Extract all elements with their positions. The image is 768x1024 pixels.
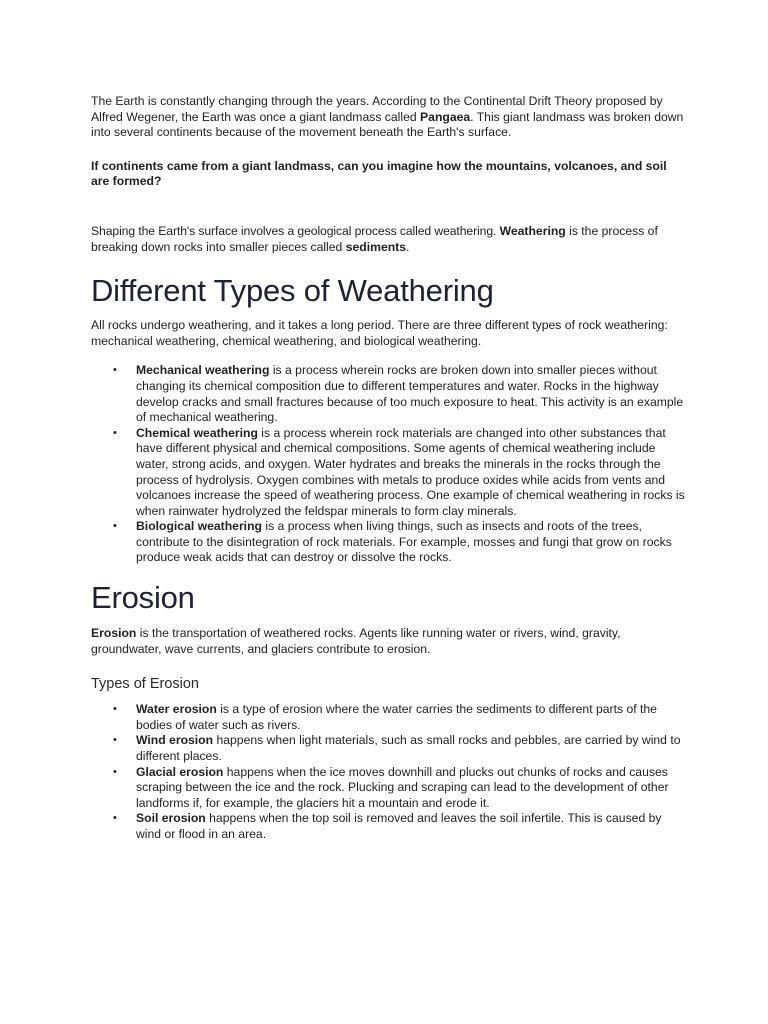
list-item [91,811,686,842]
bullet-icon: • [113,520,117,533]
bullet-icon: • [113,364,117,377]
bullet-icon: • [113,765,117,778]
article-body [91,94,686,843]
weathering-intro-paragraph: All rocks undergo weathering, and it takes a long period. There are three different types of rock weathering: mechanical weathering, chemical weathering, and biological weathering. [91,318,668,348]
list-item-term: Mechanical weathering [136,363,270,378]
bullet-icon: • [113,426,117,439]
weathering-heading: Different Types of Weathering [91,273,494,309]
list-item-text: happens when the ice moves downhill and plucks out chunks of rocks and causes scraping between the ice and the rock. Plucking and scraping can lead to the development of other landforms if, for example, the glaciers hit a mountain and erode it. [136,764,669,810]
erosion-heading: Erosion [91,580,195,616]
shaping-paragraph [91,224,686,255]
weathering-term: Weathering [499,223,566,238]
list-item-text: is a process wherein rock materials are changed into other substances that have different physical and chemical compositions. Some agents of chemical weathering include water, strong acids, and oxygen. Water hydrates and breaks the minerals in the rocks through the process of hydrolysis. Oxygen combines with metals to produce oxides while acids from vents and volcanoes increase the speed of weathering process. One example of chemical weathering in rocks is when rainwater hydrolyzed the feldspar minerals to form clay minerals. [136,425,685,518]
list-item-term: Glacial erosion [136,764,224,779]
list-item [91,363,686,425]
list-item [91,765,686,812]
pangaea-term: Pangaea [420,109,471,124]
list-item-term: Chemical weathering [136,425,258,440]
intro-paragraph [91,94,686,141]
erosion-intro-paragraph [91,626,686,657]
list-item [91,733,686,764]
list-item-term: Wind erosion [136,733,214,748]
list-item [91,426,686,520]
list-item-term: Biological weathering [136,519,262,534]
list-item [91,519,686,566]
types-of-erosion-subheading: Types of Erosion [91,676,199,693]
list-item-term: Soil erosion [136,811,206,826]
intro-text-after: . This giant landmass was broken down into several continents because of the movement beneath the Earth's surface. [91,109,684,140]
erosion-intro-text: is the transportation of weathered rocks. Agents like running water or rivers, wind, gravity, groundwater, wave currents, and glaciers contribute to erosion. [91,626,621,656]
shaping-text-after: . [406,239,410,254]
list-item-term: Water erosion [136,702,217,717]
list-item [91,702,686,733]
sediments-term: sediments [345,239,407,254]
question-paragraph: If continents came from a giant landmass, can you imagine how the mountains, volcanoes, and soil are formed? [91,158,667,189]
list-item-text: happens when light materials, such as small rocks and pebbles, are carried by wind to different places. [136,733,681,764]
intro-text-before: The Earth is constantly changing through the years. According to the Continental Drift Theory proposed by Alfred Wegener, the Earth was once a giant landmass called [91,94,663,124]
bullet-icon: • [113,812,117,825]
list-item-text: happens when the top soil is removed and leaves the soil infertile. This is caused by wind or flood in an area. [136,811,662,841]
bullet-icon: • [113,734,117,747]
list-item-text: is a process wherein rocks are broken down into smaller pieces without changing its chemical composition due to different temperatures and water. Rocks in the highway develop cracks and small fractures because of too much exposure to heat. This activity is an example of mechanical weathering. [136,363,684,425]
list-item-text: is a type of erosion where the water carries the sediments to different parts of the bodies of water such as rivers. [136,702,657,732]
shaping-text-mid: is the process of breaking down rocks into smaller pieces called [91,223,658,254]
list-item-text: is a process when living things, such as insects and roots of the trees, contribute to the disintegration of rock materials. For example, mosses and fungi that grow on rocks produce weak acids that can destroy or dissolve the rocks. [136,519,672,565]
shaping-text-before: Shaping the Earth's surface involves a geological process called weathering. [91,223,500,238]
weathering-types-list [91,363,686,566]
bullet-icon: • [113,703,117,716]
erosion-types-list [91,702,686,842]
erosion-term: Erosion [91,626,137,641]
